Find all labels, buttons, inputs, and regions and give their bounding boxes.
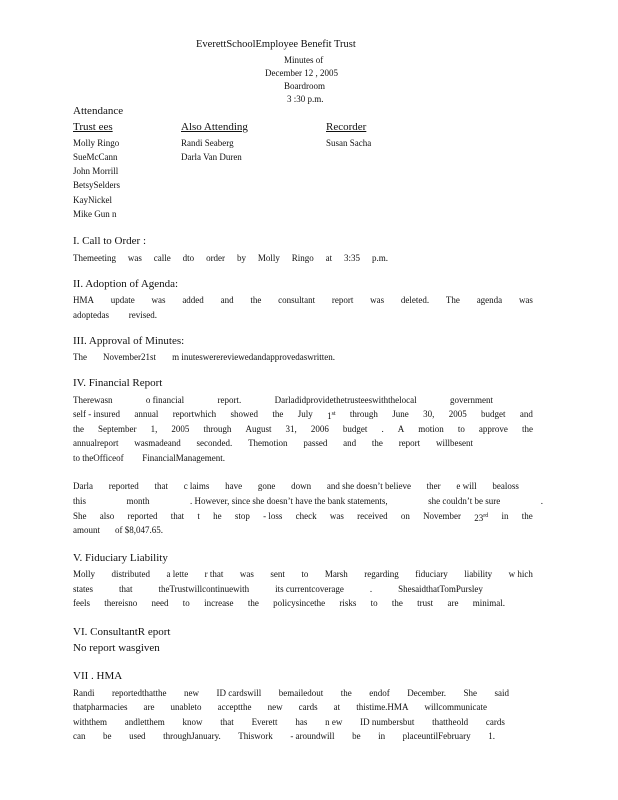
word: ID cardswill [216, 688, 262, 698]
word: n ew [325, 717, 343, 727]
word: unableto [170, 702, 202, 712]
word: that [118, 584, 133, 594]
word: reportwhich [172, 409, 217, 419]
word: are [447, 598, 459, 608]
word: HMA [73, 295, 95, 305]
word: reportedthatthe [112, 688, 167, 698]
word: of $8,047.65. [115, 525, 163, 535]
word: the [521, 424, 533, 434]
word: w hich [508, 569, 533, 579]
recorder-name: Susan Sacha [326, 138, 372, 148]
word: budget [481, 409, 506, 419]
also-attending-name: Randi Seaberg [181, 138, 234, 148]
word: . [369, 584, 373, 594]
trustee-name: John Morrill [73, 166, 119, 176]
trustee-name: Molly Ringo [73, 138, 120, 148]
paragraph-line [73, 424, 533, 434]
word: order [206, 253, 226, 263]
word: passed [303, 438, 328, 448]
word: August [245, 424, 272, 434]
word: She [463, 688, 477, 698]
word: p.m. [371, 253, 388, 263]
word: its currentcoverage [275, 584, 344, 594]
word: and [519, 409, 533, 419]
word: bemailedout [278, 688, 324, 698]
paragraph-line [73, 511, 533, 523]
word: Molly [73, 569, 96, 579]
word: Randi [73, 688, 95, 698]
section-heading: VII . HMA [73, 670, 123, 682]
paragraph-line [73, 702, 487, 712]
paragraph-line [73, 395, 493, 405]
word: She [73, 511, 87, 521]
word: r that [204, 569, 224, 579]
word: acceptthe [217, 702, 252, 712]
document-subtitle: Minutes of [284, 55, 324, 65]
word: . [540, 496, 543, 506]
word: consultant [278, 295, 316, 305]
word: the [391, 598, 403, 608]
word: feels [73, 598, 90, 608]
paragraph-line [73, 295, 533, 305]
word: was [239, 569, 254, 579]
word: the [73, 424, 84, 434]
meeting-date: December 12 , 2005 [265, 68, 338, 78]
word: Everett [251, 717, 278, 727]
word: new [267, 702, 283, 712]
word: FinancialManagement. [142, 453, 225, 463]
word: bealoss [492, 481, 519, 491]
ordinal-suffix: rd [483, 513, 489, 519]
word: has [295, 717, 308, 727]
word: September [98, 424, 137, 434]
word: November21st [103, 352, 157, 362]
word: was [151, 295, 166, 305]
word: said [494, 688, 509, 698]
word: ShesaidthatTomPursley [398, 584, 483, 594]
word: be [103, 731, 112, 741]
word: endof [369, 688, 390, 698]
word: on [400, 511, 410, 521]
word: amount [73, 525, 100, 535]
word: used [129, 731, 146, 741]
word: report [331, 295, 354, 305]
word: o financial [145, 395, 185, 405]
word: The [445, 295, 460, 305]
word: June [392, 409, 409, 419]
word: the [250, 295, 262, 305]
word: showed [230, 409, 259, 419]
word: added [182, 295, 204, 305]
word: was [127, 253, 142, 263]
word: t [197, 511, 200, 521]
word: in [378, 731, 386, 741]
paragraph-line [73, 688, 509, 698]
word: to [301, 569, 309, 579]
word: minimal. [472, 598, 505, 608]
word: can [73, 731, 86, 741]
word: willcommunicate [424, 702, 487, 712]
word: 2005 [171, 424, 190, 434]
paragraph-line [73, 598, 505, 608]
section-heading: I. Call to Order : [73, 235, 147, 247]
word: government [449, 395, 493, 405]
word: Marsh [324, 569, 348, 579]
word: throughJanuary. [163, 731, 221, 741]
paragraph-line [73, 731, 495, 741]
word: deleted. [400, 295, 430, 305]
word: December. [407, 688, 446, 698]
word: annualreport [73, 438, 119, 448]
word: sent [270, 569, 285, 579]
word: . [381, 424, 384, 434]
paragraph-line [73, 253, 388, 263]
section-heading: III. Approval of Minutes: [73, 335, 185, 347]
word: states [73, 584, 93, 594]
paragraph-line [73, 717, 505, 727]
meeting-location: Boardroom [284, 81, 325, 91]
word: withthem [73, 717, 107, 727]
word: be [352, 731, 361, 741]
paragraph-line [73, 496, 543, 506]
word: placeuntilFebruary [402, 731, 471, 741]
word: that [170, 511, 185, 521]
word: 3:35 [344, 253, 361, 263]
word: the [521, 511, 533, 521]
word: Themeeting [73, 253, 116, 263]
word: budget [342, 424, 368, 434]
word: Therewasn [73, 395, 113, 405]
paragraph-line [73, 453, 225, 463]
section-heading: VI. ConsultantR eport [73, 626, 171, 638]
word: approve [478, 424, 508, 434]
word: she couldn’t be sure [428, 496, 501, 506]
word: - loss [263, 511, 283, 521]
paragraph-line [73, 569, 533, 579]
word: motion [418, 424, 444, 434]
word: . However, since she doesn’t have the bank statements, [190, 496, 388, 506]
word: by [236, 253, 246, 263]
paragraph-line [73, 352, 335, 362]
paragraph-line [73, 525, 163, 535]
word: adoptedas [73, 310, 109, 320]
recorder-label: Recorder [326, 121, 367, 133]
word: willbesent [435, 438, 473, 448]
trustee-name: Mike Gun n [73, 209, 117, 219]
section-heading: V. Fiduciary Liability [73, 552, 168, 564]
word: have [225, 481, 243, 491]
word: Darla [73, 481, 93, 491]
word: Molly [257, 253, 280, 263]
word: wasmadeand [134, 438, 181, 448]
word: annual [134, 409, 159, 419]
word: down [291, 481, 312, 491]
word: Darladidprovidethetrusteeswiththelocal [274, 395, 417, 405]
word: 31, [285, 424, 297, 434]
word: was [370, 295, 385, 305]
word: was [329, 511, 344, 521]
word: Ringo [291, 253, 314, 263]
word: 30, [423, 409, 435, 419]
word: the [371, 438, 383, 448]
word: calle [153, 253, 171, 263]
word: new [183, 688, 199, 698]
word: gone [257, 481, 276, 491]
paragraph-line [73, 438, 473, 448]
word: was [518, 295, 533, 305]
word: also [99, 511, 115, 521]
trustee-name: KayNickel [73, 195, 112, 205]
word: cards [298, 702, 318, 712]
word: and she doesn’t believe [326, 481, 411, 491]
word: received [357, 511, 388, 521]
word: increase [204, 598, 234, 608]
meeting-time: 3 :30 p.m. [287, 94, 324, 104]
word: 23rd [474, 513, 489, 523]
also-attending-name: Darla Van Duren [181, 152, 242, 162]
word: he [213, 511, 222, 521]
word: check [295, 511, 317, 521]
word: 1st [327, 411, 336, 421]
word: report [398, 438, 421, 448]
word: stop [234, 511, 250, 521]
document-title: EverettSchoolEmployee Benefit Trust [196, 39, 356, 50]
word: regarding [364, 569, 399, 579]
word: 2006 [310, 424, 329, 434]
word: at [333, 702, 341, 712]
word: agenda [476, 295, 503, 305]
also-attending-label: Also Attending [181, 121, 248, 133]
paragraph-line [73, 409, 533, 421]
paragraph-line: No report wasgiven [73, 642, 160, 654]
word: - aroundwill [290, 731, 335, 741]
word: c laims [183, 481, 210, 491]
paragraph-line [73, 481, 519, 491]
word: cards [485, 717, 505, 727]
word: through [349, 409, 378, 419]
trustee-name: SueMcCann [73, 152, 118, 162]
word: e will [456, 481, 477, 491]
word: need [151, 598, 169, 608]
word: The [73, 352, 87, 362]
word: theTrustwillcontinuewith [158, 584, 250, 594]
trustees-label: Trust ees [73, 121, 113, 133]
word: to [182, 598, 190, 608]
word: update [110, 295, 135, 305]
word: thereisno [104, 598, 138, 608]
word: and [343, 438, 357, 448]
word: thattheold [432, 717, 469, 727]
word: reported [108, 481, 139, 491]
word: to theOfficeof [73, 453, 124, 463]
word: risks [339, 598, 357, 608]
word: know [182, 717, 203, 727]
word: self - insured [73, 409, 120, 419]
word: 1. [488, 731, 495, 741]
paragraph-line [73, 310, 157, 320]
word: 1, [150, 424, 158, 434]
word: the [340, 688, 352, 698]
word: reported [127, 511, 158, 521]
word: revised. [128, 310, 157, 320]
word: the [272, 409, 284, 419]
trustee-name: BetsySelders [73, 180, 120, 190]
word: this [73, 496, 87, 506]
word: that [220, 717, 234, 727]
paragraph-line [73, 584, 483, 594]
word: to [370, 598, 378, 608]
word: the [247, 598, 259, 608]
word: thatpharmacies [73, 702, 128, 712]
section-heading: IV. Financial Report [73, 377, 163, 389]
word: November [423, 511, 462, 521]
word: to [457, 424, 465, 434]
word: through [203, 424, 232, 434]
word: seconded. [196, 438, 233, 448]
word: 2005 [448, 409, 467, 419]
attendance-heading: Attendance [73, 105, 124, 117]
word: in [501, 511, 509, 521]
word: Themotion [248, 438, 288, 448]
word: Thiswork [238, 731, 273, 741]
word: ID numbersbut [360, 717, 415, 727]
word: policysincethe [273, 598, 326, 608]
word: are [143, 702, 155, 712]
word: A [397, 424, 405, 434]
word: ther [426, 481, 441, 491]
word: and [220, 295, 234, 305]
word: July [297, 409, 313, 419]
section-heading: II. Adoption of Agenda: [73, 278, 179, 290]
word: trust [417, 598, 434, 608]
word: thistime.HMA [356, 702, 409, 712]
word: dto [182, 253, 195, 263]
word: that [154, 481, 168, 491]
word: distributed [111, 569, 150, 579]
ordinal-suffix: st [331, 411, 336, 417]
word: andletthem [124, 717, 165, 727]
word: a lette [166, 569, 189, 579]
word: at [325, 253, 333, 263]
word: fiduciary [415, 569, 448, 579]
word: month [126, 496, 150, 506]
word: m inuteswerereviewedandapprovedaswritten. [172, 352, 335, 362]
word: report. [217, 395, 242, 405]
word: liability [464, 569, 493, 579]
